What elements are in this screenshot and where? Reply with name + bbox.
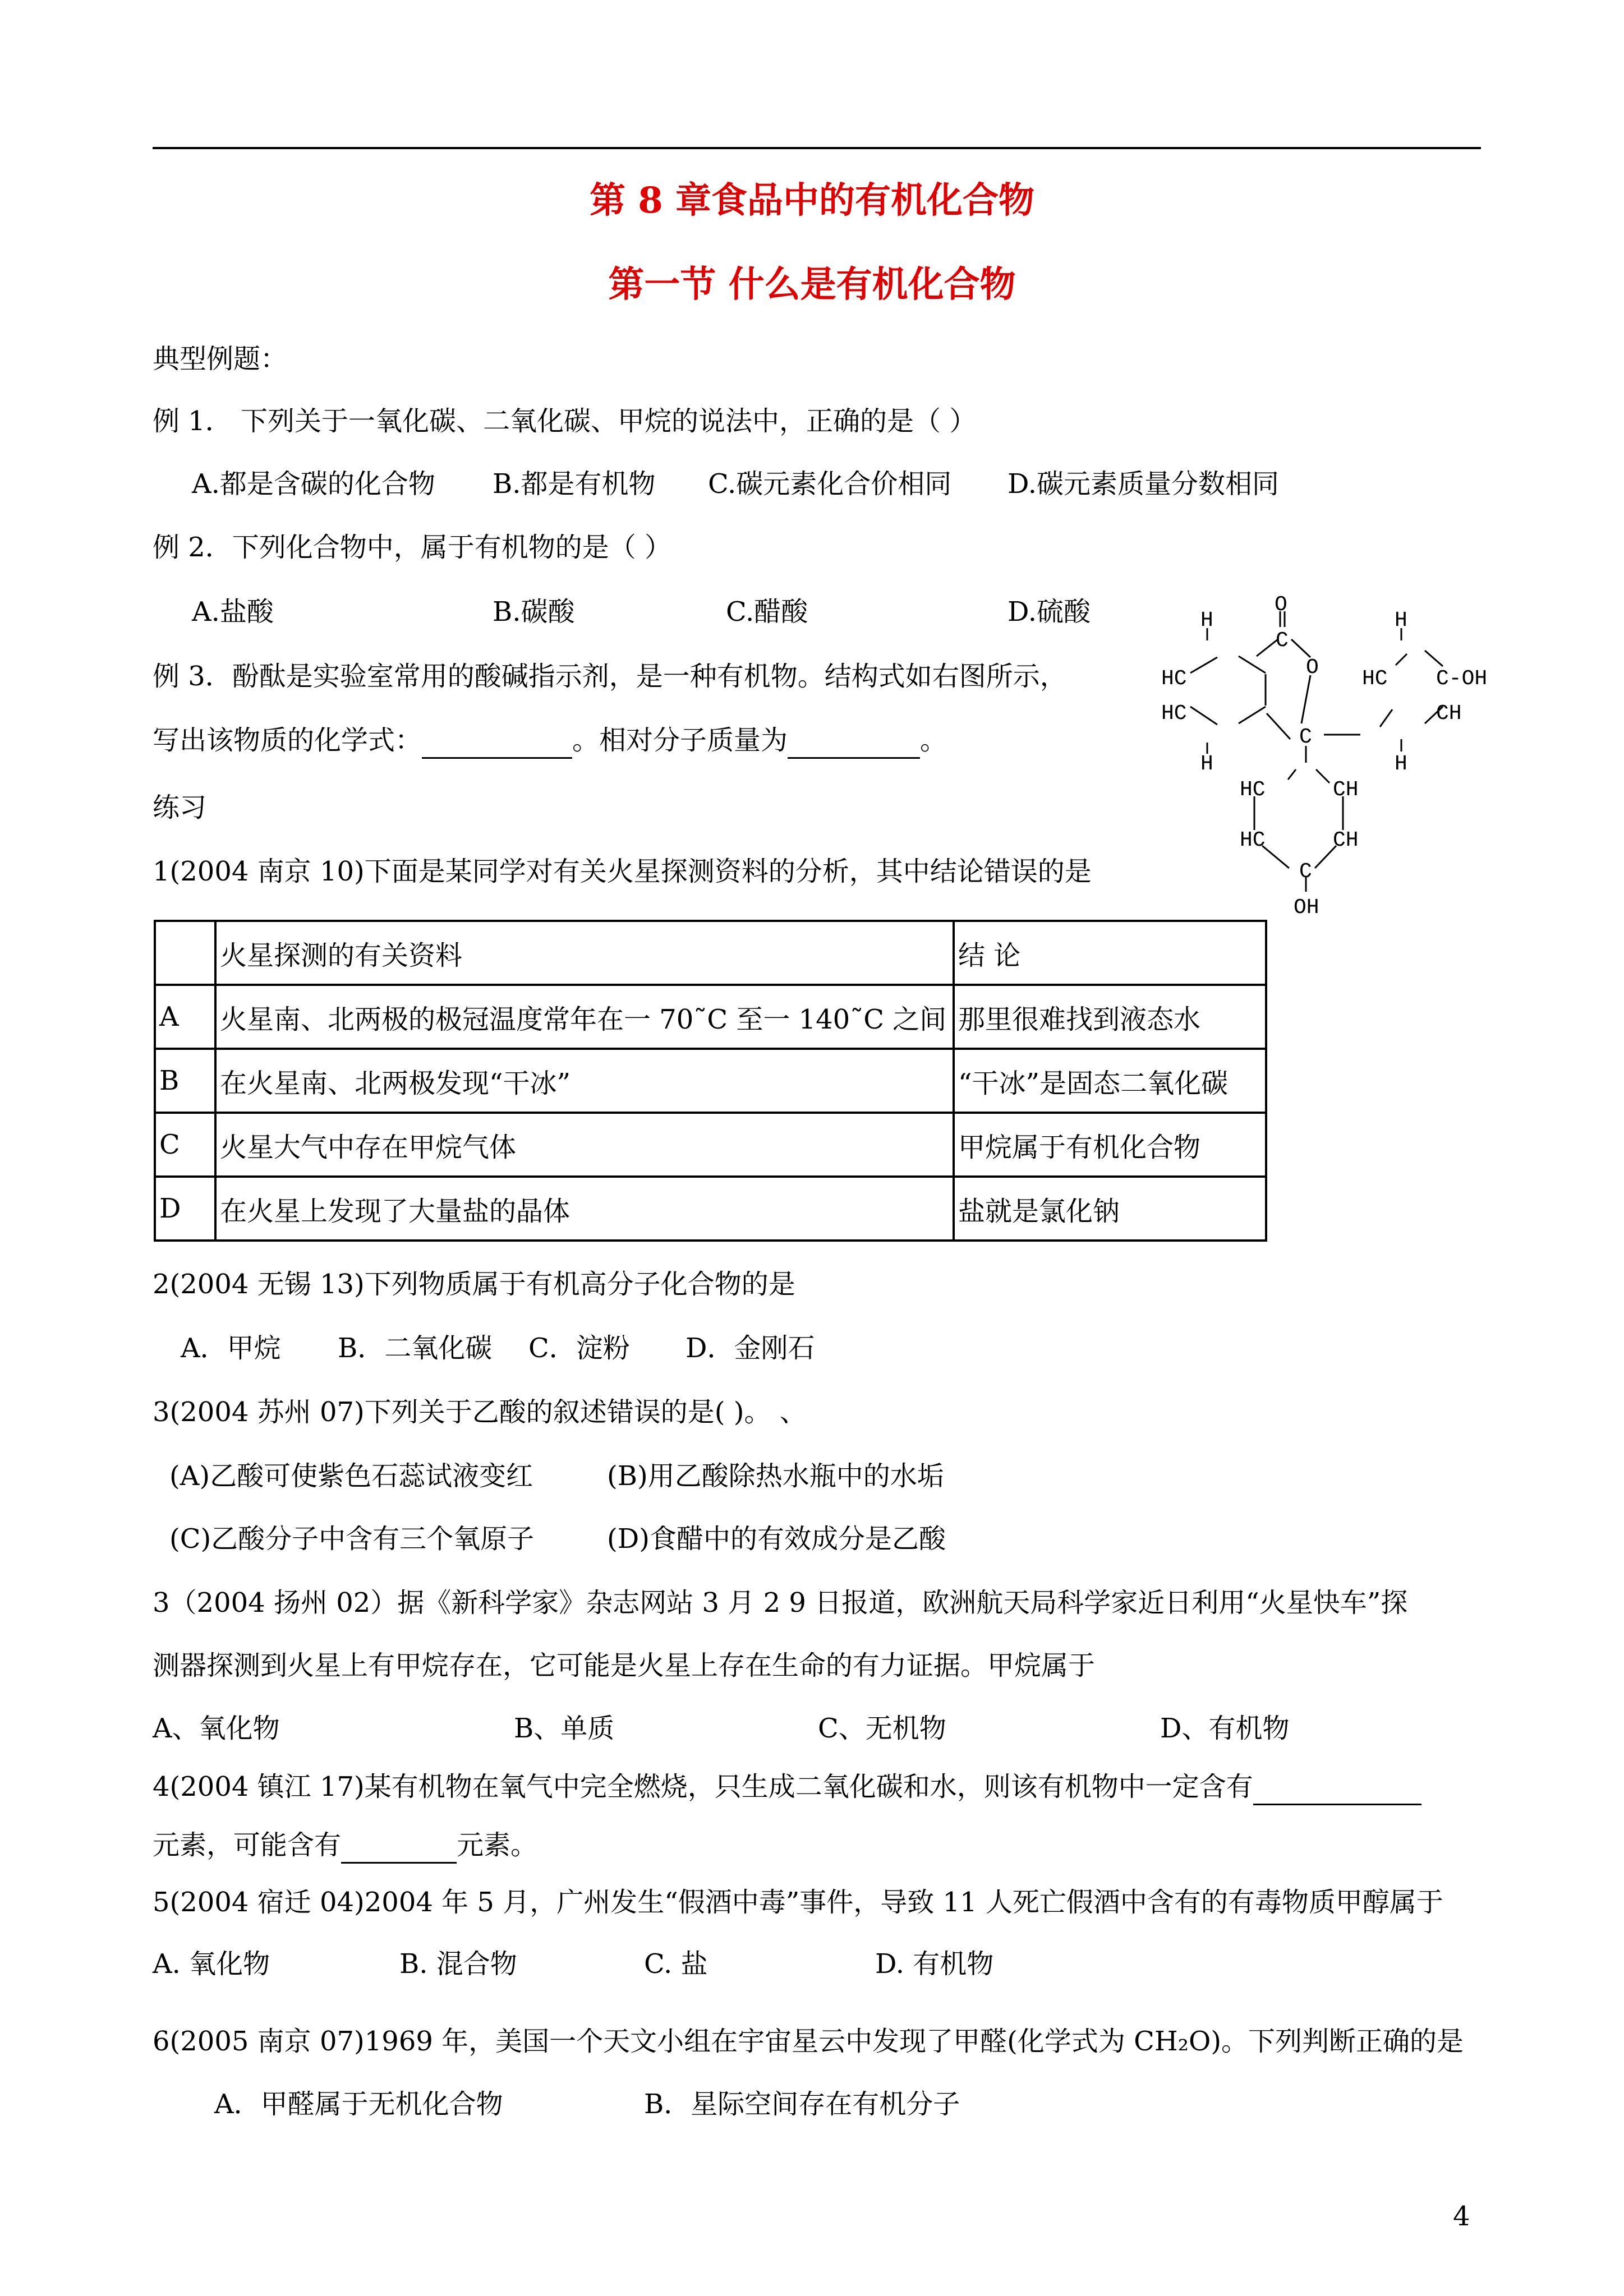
question-6-option-a: A．甲醛属于无机化合物 [214,2088,503,2120]
question-4-line-2 [153,1829,537,1864]
question-5-option-a: A. 氧化物 [153,1948,270,1980]
question-2-option-a: A．甲烷 [181,1333,281,1364]
possible-elements-blank[interactable] [341,1829,457,1864]
atom-label: HC [1240,828,1266,852]
bond-line [1190,707,1217,725]
atom-label: O [1306,656,1319,680]
table-header-cell [155,921,215,985]
atom-label: C-OH [1436,667,1488,691]
table-cell: C [155,1113,215,1177]
bond-line [1301,675,1310,723]
table-row [155,1113,1266,1177]
atom-label: CH [1333,828,1359,852]
table-cell: B [155,1049,215,1113]
table-cell: 在火星上发现了大量盐的晶体 [215,1177,954,1241]
bond-line [1239,656,1266,673]
atom-label: HC [1362,667,1388,691]
section-title: 第一节 什么是有机化合物 [608,264,1016,306]
question-3b-line-1: 3（2004 扬州 02）据《新科学家》杂志网站 3 月 2 9 日报道，欧洲航天局科学家近日利用“火星快车”探 [153,1587,1408,1619]
atom-label: H [1395,608,1407,633]
question-3b-line-2: 测器探测到火星上有甲烷存在，它可能是火星上存在生命的有力证据。甲烷属于 [153,1650,1096,1681]
example-1-option-d: D.碳元素质量分数相同 [1007,468,1280,500]
bond-line [1239,707,1266,723]
table-header-row [155,921,1266,985]
question-3a-option-d: (D)食醋中的有效成分是乙酸 [607,1523,946,1555]
atom-label: C [1299,860,1312,884]
question-5-stem: 5(2004 宿迁 04)2004 年 5 月，广州发生“假酒中毒”事件，导致 11 人死亡假酒中含有的有毒物质甲醇属于 [153,1887,1443,1918]
bond-line [1316,769,1329,783]
question-4-suffix: 元素。 [457,1829,538,1861]
bond-line [1396,654,1407,665]
example-1-option-a: A.都是含碳的化合物 [192,468,435,500]
table-cell: A [155,985,215,1049]
atom-label: HC [1161,667,1187,691]
question-5-option-d: D. 有机物 [875,1948,994,1980]
required-elements-blank[interactable] [1253,1771,1421,1805]
example-1-stem: 例 1． 下列关于一氧化碳、二氧化碳、甲烷的说法中，正确的是（ ） [153,405,977,437]
molecular-mass-blank[interactable] [788,725,920,759]
question-3b-option-c: C、无机物 [818,1713,946,1744]
examples-heading: 典型例题： [153,343,288,375]
bond-line [1262,846,1289,868]
table-cell: D [155,1177,215,1241]
table-row [155,985,1266,1049]
example-1-option-b: B.都是有机物 [493,468,656,500]
atom-label: H [1200,752,1213,776]
chapter-title: 第 8 章食品中的有机化合物 [589,179,1035,222]
question-4-prompt: 元素，可能含有 [153,1829,342,1861]
bond-line [1425,651,1443,666]
question-3b-option-b: B、单质 [514,1713,615,1744]
question-3b-option-a: A、氧化物 [153,1713,280,1744]
bond-line [1257,639,1278,656]
table-header-cell: 结 论 [954,921,1266,985]
page-number: 4 [1453,2201,1470,2232]
atom-label: O [1275,594,1287,617]
question-6-option-b: B．星际空间存在有机分子 [644,2088,960,2120]
table-cell: 那里很难找到液态水 [954,985,1266,1049]
example-3-period: 。 [920,725,947,756]
atom-label: OH [1294,896,1319,920]
example-3-line-1: 例 3．酚酞是实验室常用的酸碱指示剂，是一种有机物。结构式如右图所示， [153,661,1067,692]
question-2-option-d: D．金刚石 [686,1333,815,1364]
table-cell: “干冰”是固态二氧化碳 [954,1049,1266,1113]
practice-heading: 练习 [153,792,207,823]
table-cell: 火星南、北两极的极冠温度常年在一 70˜C 至一 140˜C 之间 [215,985,954,1049]
table-cell: 火星大气中存在甲烷气体 [215,1113,954,1177]
bond-line [1380,709,1392,727]
bond-line [1267,713,1290,739]
bond-line [1288,769,1296,780]
question-2-stem: 2(2004 无锡 13)下列物质属于有机高分子化合物的是 [153,1269,795,1300]
question-1-stem: 1(2004 南京 10)下面是某同学对有关火星探测资料的分析，其中结论错误的是 [153,856,1092,887]
atom-label: H [1200,608,1213,633]
example-3-prompt-mass: 。相对分子质量为 [572,725,788,756]
example-3-prompt-formula: 写出该物质的化学式： [153,725,422,756]
table-row [155,1177,1266,1241]
example-3-line-2 [153,725,947,759]
bond-line [1190,657,1217,673]
example-2-option-d: D.硫酸 [1007,596,1091,628]
table-cell: 在火星南、北两极发现“干冰” [215,1049,954,1113]
atom-label: HC [1240,778,1266,802]
question-2-option-b: B．二氧化碳 [338,1333,493,1364]
phenolphthalein-structure [1156,594,1503,920]
question-2-option-c: C．淀粉 [528,1333,630,1364]
atom-label: H [1395,752,1407,776]
mars-data-table [154,920,1267,1242]
formula-blank[interactable] [422,725,572,759]
example-2-option-a: A.盐酸 [192,596,274,628]
question-3a-option-b: (B)用乙酸除热水瓶中的水垢 [607,1460,944,1492]
atom-label: CH [1436,702,1462,726]
atom-label: CH [1333,778,1359,802]
question-3b-option-d: D、有机物 [1160,1713,1290,1744]
question-4-line-1 [153,1771,1421,1805]
atom-label: C [1276,629,1289,653]
question-6-stem: 6(2005 南京 07)1969 年，美国一个天文小组在宇宙星云中发现了甲醛(化学式为 CH₂O)。下列判断正确的是 [153,2026,1464,2057]
example-2-stem: 例 2．下列化合物中，属于有机物的是（ ） [153,532,672,563]
question-3a-option-a: (A)乙酸可使紫色石蕊试液变红 [169,1460,533,1492]
table-cell: 盐就是氯化钠 [954,1177,1266,1241]
example-2-option-b: B.碳酸 [493,596,575,628]
atom-label: HC [1161,702,1187,726]
example-1-option-c: C.碳元素化合价相同 [708,468,952,500]
table-cell: 甲烷属于有机化合物 [954,1113,1266,1177]
atom-label: C [1299,725,1312,749]
table-header-cell: 火星探测的有关资料 [215,921,954,985]
question-5-option-c: C. 盐 [644,1948,708,1980]
table-row [155,1049,1266,1113]
question-3a-stem: 3(2004 苏州 07)下列关于乙酸的叙述错误的是( )。 、 [153,1396,807,1428]
question-5-option-b: B. 混合物 [399,1948,517,1980]
bond-line [1291,639,1310,657]
example-2-option-c: C.醋酸 [726,596,808,628]
question-4-stem: 4(2004 镇江 17)某有机物在氧气中完全燃烧，只生成二氧化碳和水，则该有机物中一定含有 [153,1771,1253,1802]
header-rule [153,147,1481,149]
question-3a-option-c: (C)乙酸分子中含有三个氧原子 [169,1523,535,1555]
